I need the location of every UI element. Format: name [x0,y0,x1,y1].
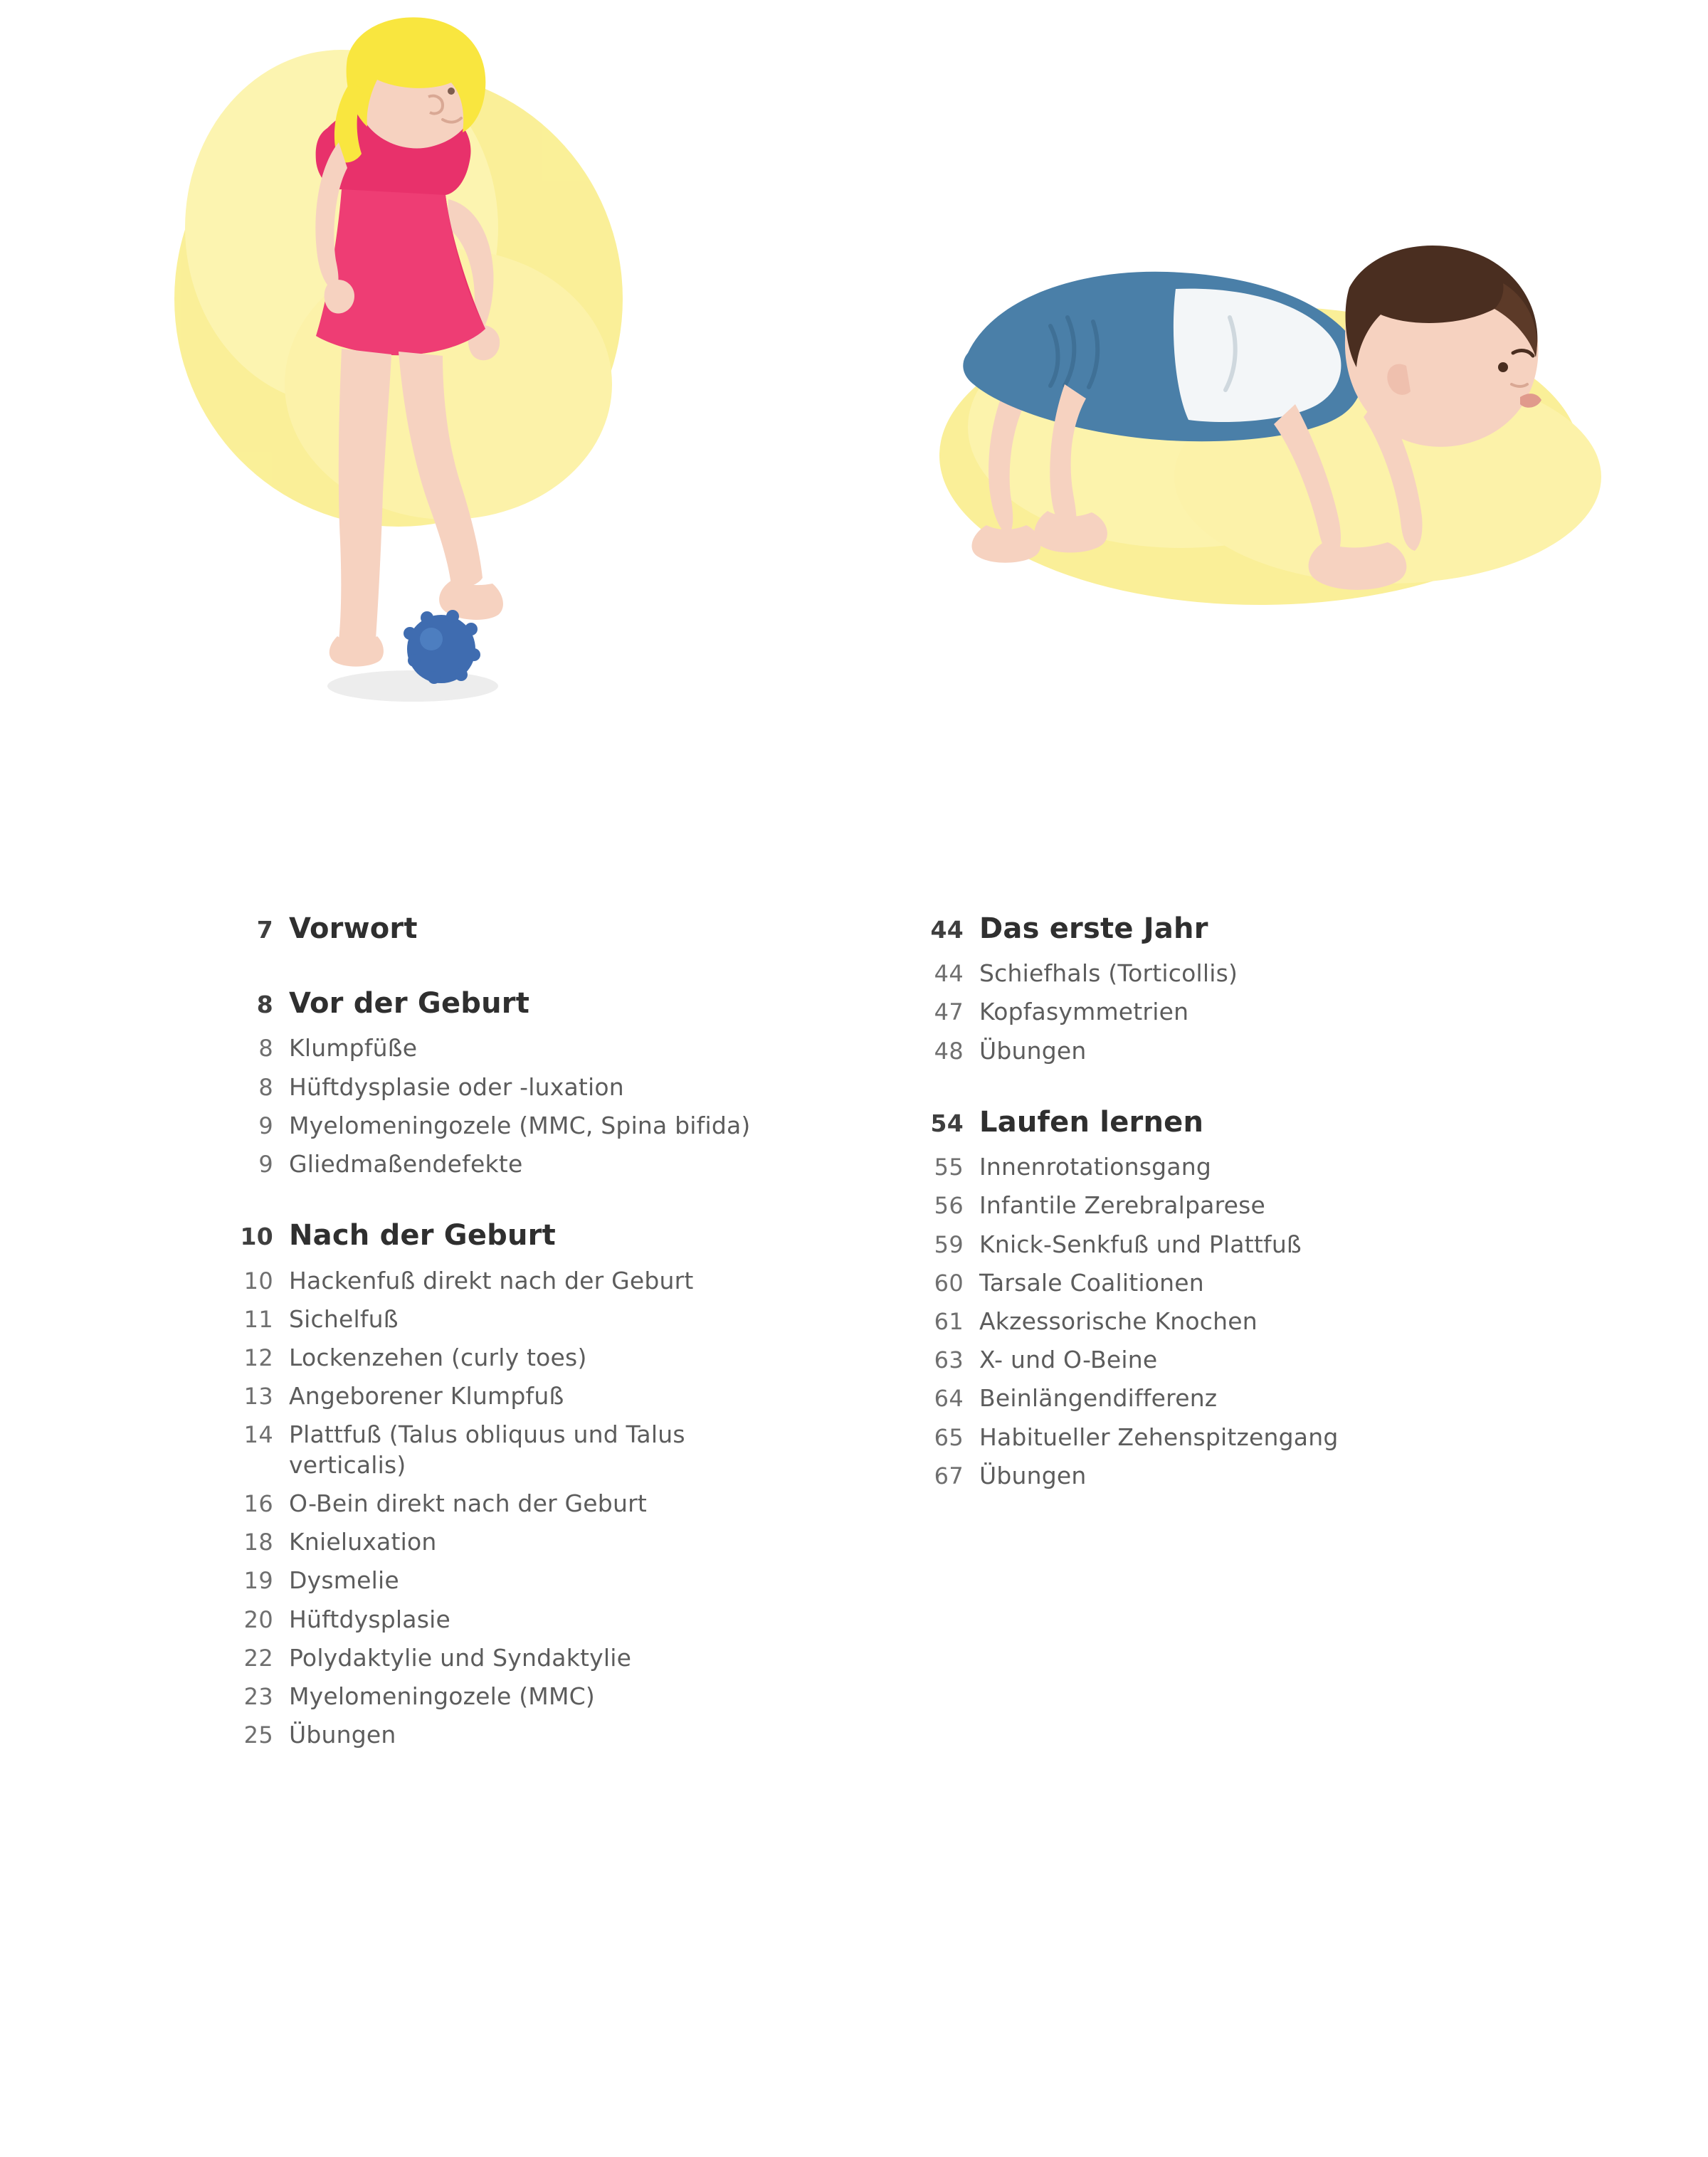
toc-entry-label: Akzessorische Knochen [979,1307,1258,1336]
toc-entry-label: Plattfuß (Talus obliquus und Talus verticalis) [289,1420,685,1479]
toc-entry-label: Hüftdysplasie oder -luxation [289,1072,624,1101]
toc-item[interactable] [228,1072,804,1102]
toc-column-left [228,911,804,1759]
toc-entry-label: Beinlängendifferenz [979,1384,1218,1413]
toc-entry-label: Klumpfüße [289,1034,418,1062]
toc-item[interactable] [918,959,1494,988]
illustration-walking-girl [164,14,676,840]
toc-entry-label: Nach der Geburt [289,1219,556,1252]
toc-entry-label: Knick-Senkfuß und Plattfuß [979,1230,1302,1258]
toc-item[interactable] [918,1345,1494,1375]
toc-item[interactable] [918,1191,1494,1220]
toc-chapter[interactable] [228,986,804,1022]
toc-entry-label: Hackenfuß direkt nach der Geburt [289,1266,694,1294]
toc-item[interactable] [918,1268,1494,1298]
toc-item[interactable] [918,1461,1494,1491]
toc-item[interactable] [228,1682,804,1712]
toc-page-number: 67 [934,1462,964,1489]
toc-entry-label: Hüftdysplasie [289,1605,450,1633]
toc-item[interactable] [228,1266,804,1296]
toc-entry-label: Übungen [979,1461,1087,1489]
toc-page-number: 64 [934,1385,964,1413]
toc-entry-label: Tarsale Coalitionen [979,1268,1204,1297]
toc-chapter[interactable] [918,1104,1494,1141]
toc-page-number: 12 [243,1344,273,1371]
toc-item[interactable] [228,1605,804,1635]
toc-entry-label: O-Bein direkt nach der Geburt [289,1489,647,1517]
toc-entry-label: Übungen [979,1036,1087,1065]
toc-item[interactable] [918,1383,1494,1413]
toc-entry-label: Übungen [289,1721,396,1749]
toc-chapter[interactable] [228,911,804,947]
toc-page-number: 8 [258,1035,273,1062]
toc-page-number: 54 [930,1109,964,1137]
toc-page-number: 10 [243,1267,273,1294]
toc-entry-label: X- und O-Beine [979,1346,1158,1374]
toc-page-number: 44 [930,916,964,944]
illustration-band [0,0,1708,868]
toc-item[interactable] [228,1304,804,1334]
toc-page-number: 11 [243,1305,273,1333]
toc-page-number: 65 [934,1423,964,1451]
toc-page-number: 8 [258,1073,273,1101]
toc-chapter[interactable] [228,1218,804,1254]
toc-column-right [918,911,1494,1759]
toc-entry-label: Vorwort [289,912,418,945]
toc-entry-label: Polydaktylie und Syndaktylie [289,1643,632,1672]
toc-page-number: 9 [258,1151,273,1178]
toc-page-number: 18 [243,1529,273,1556]
toc-entry-label: Gliedmaßendefekte [289,1150,523,1178]
toc-page-number: 19 [243,1567,273,1595]
toc-page-number: 10 [240,1223,273,1251]
toc-page-number: 7 [256,916,273,944]
toc-entry-label: Infantile Zerebralparese [979,1191,1266,1220]
toc-item[interactable] [918,1307,1494,1336]
toc-page-number: 48 [934,1037,964,1065]
toc-page-number: 59 [934,1230,964,1258]
toc-entry-label: Knieluxation [289,1528,437,1556]
toc-item[interactable] [228,1420,804,1480]
toc-page-number: 8 [256,991,273,1019]
toc-item[interactable] [228,1033,804,1063]
toc-entry-label: Schiefhals (Torticollis) [979,959,1238,988]
illustration-crawling-baby [925,221,1623,662]
toc-page-number: 16 [243,1489,273,1517]
toc-item[interactable] [918,1036,1494,1066]
toc-page-number: 60 [934,1269,964,1297]
toc-entry-label: Das erste Jahr [979,912,1208,945]
toc-item[interactable] [228,1566,804,1596]
toc-item[interactable] [228,1643,804,1673]
toc-item[interactable] [918,997,1494,1027]
table-of-contents [0,911,1708,1759]
toc-item[interactable] [228,1343,804,1373]
toc-entry-label: Sichelfuß [289,1304,399,1333]
toc-entry-label: Dysmelie [289,1566,399,1595]
toc-entry-label: Laufen lernen [979,1105,1204,1139]
toc-entry-label: Angeborener Klumpfuß [289,1382,564,1410]
toc-item[interactable] [228,1489,804,1519]
toc-page-number: 22 [243,1644,273,1672]
toc-entry-label: Myelomeningozele (MMC, Spina bifida) [289,1111,751,1139]
toc-item[interactable] [228,1527,804,1557]
toc-page-number: 9 [258,1112,273,1139]
toc-entry-label: Habitueller Zehenspitzengang [979,1423,1339,1451]
toc-item[interactable] [918,1230,1494,1260]
toc-entry-label: Myelomeningozele (MMC) [289,1682,595,1711]
toc-entry-label: Vor der Geburt [289,987,530,1021]
toc-page-number: 14 [243,1421,273,1449]
toc-item[interactable] [228,1111,804,1141]
toc-item[interactable] [918,1423,1494,1452]
toc-page-number: 44 [934,960,964,988]
toc-item[interactable] [228,1381,804,1411]
toc-entry-label: Lockenzehen (curly toes) [289,1343,587,1371]
toc-page-number: 20 [243,1605,273,1633]
toc-entry-label: Kopfasymmetrien [979,998,1189,1026]
toc-item[interactable] [228,1720,804,1750]
toc-page-number: 61 [934,1308,964,1336]
toc-entry-label: Innenrotationsgang [979,1153,1212,1181]
toc-page-number: 55 [934,1154,964,1181]
toc-page-number: 23 [243,1683,273,1711]
toc-page-number: 13 [243,1383,273,1410]
toc-page-number: 63 [934,1346,964,1374]
toc-chapter[interactable] [918,911,1494,947]
toc-page-number: 56 [934,1192,964,1220]
toc-item[interactable] [228,1149,804,1179]
toc-item[interactable] [918,1152,1494,1182]
toc-page-number: 25 [243,1721,273,1749]
toc-page-number: 47 [934,998,964,1026]
